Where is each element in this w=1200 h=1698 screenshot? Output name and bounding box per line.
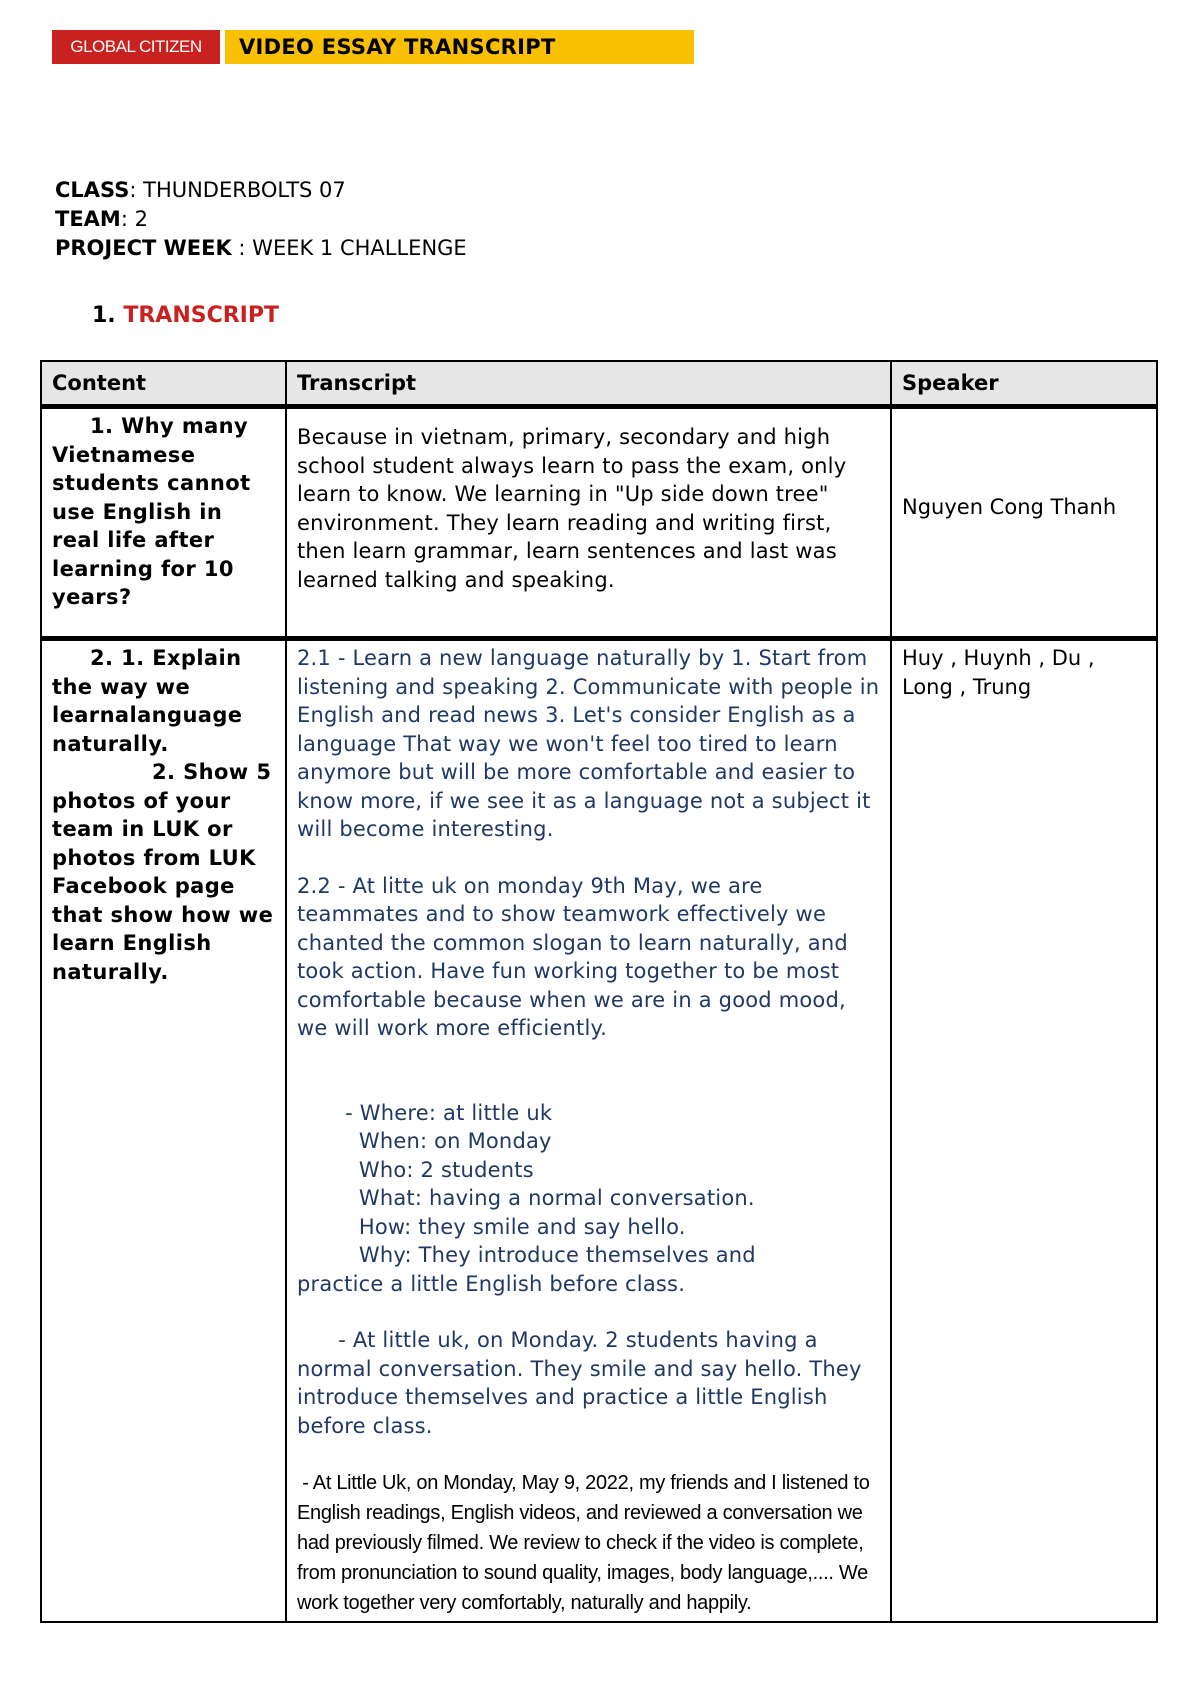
transcript-para-1: 2.1 - Learn a new language naturally by 1. Start from listening and speaking 2. Communicate with people in English and read news 3. Let's consider English as a language That way we won't feel too tired to learn anymore but will be more comfortable and easier to know more, if we see it as a language not a subject it will become interesting. [297, 646, 880, 841]
content-text-b: 2. Show 5 photos of your team in LUK or photos from LUK Facebook page that show how we learn English naturally. [52, 760, 274, 984]
transcript-para-2: 2.2 - At litte uk on monday 9th May, we are teammates and to show teamwork effectively we chanted the common slogan to learn naturally, and took action. Have fun working together to be most comfortable because when we are in a good mood, we will work more efficiently. [297, 873, 848, 1040]
class-value: : THUNDERBOLTS 07 [129, 178, 346, 202]
class-label: CLASS [55, 178, 130, 202]
list-item: When: on Monday [297, 1129, 552, 1153]
week-value: : WEEK 1 CHALLENGE [231, 236, 467, 260]
content-cell [41, 407, 286, 639]
document-title: VIDEO ESSAY TRANSCRIPT [225, 30, 694, 64]
list-item: How: they smile and say hello. [297, 1214, 686, 1239]
transcript-table [40, 360, 1158, 1623]
table-row [41, 407, 1157, 639]
section-number: 1. [92, 303, 116, 328]
speaker-cell: Huy , Huynh , Du , Long , Trung [891, 639, 1157, 1623]
list-tail: practice a little English before class. [297, 1271, 686, 1296]
meta-block [55, 176, 467, 263]
transcript-para-4: - At Little Uk, on Monday, May 9, 2022, my friends and I listened to English readings, English videos, and reviewed a conversation we had previously filmed. We review to check if the video is complete, from pronunciation to sound quality, images, body language,.... We work together very comfortably, naturally and happily. [297, 1472, 875, 1614]
header-content: Content [41, 361, 286, 407]
transcript-para-3: - At little uk, on Monday. 2 students having a normal conversation. They smile and say hello. They introduce themselves and practice a little English before class. [297, 1328, 869, 1438]
week-label: PROJECT WEEK [55, 236, 232, 260]
list-item: - Where: at little uk [297, 1100, 553, 1125]
table-header-row [41, 361, 1157, 407]
speaker-cell: Nguyen Cong Thanh [891, 407, 1157, 639]
transcript-cell [286, 639, 891, 1623]
list-item: Who: 2 students [297, 1157, 534, 1182]
table-row [41, 639, 1157, 1623]
section-heading [92, 303, 279, 328]
header-banner [52, 30, 694, 64]
team-label: TEAM [55, 207, 121, 231]
content-text: 1. Why many Vietnamese students cannot use English in real life after learning for 10 years? [52, 414, 251, 609]
team-line [55, 205, 467, 234]
header-speaker: Speaker [891, 361, 1157, 407]
section-title: TRANSCRIPT [123, 303, 279, 328]
list-item: What: having a normal conversation. [297, 1186, 755, 1210]
team-value: : 2 [120, 207, 148, 231]
class-line [55, 176, 467, 205]
content-cell [41, 639, 286, 1623]
transcript-list [297, 1099, 880, 1270]
content-text-a: 2. 1. Explain the way we learnalanguage naturally. [52, 646, 243, 756]
list-item: Why: They introduce themselves and [297, 1243, 756, 1267]
brand-logo: GLOBAL CITIZEN [52, 30, 220, 64]
week-line [55, 234, 467, 263]
transcript-cell: Because in vietnam, primary, secondary and high school student always learn to pass the exam, only learn to know. We learning in "Up side down tree" environment. They learn reading and writing first, then learn grammar, learn sentences and last was learned talking and speaking. [286, 407, 891, 639]
header-transcript: Transcript [286, 361, 891, 407]
